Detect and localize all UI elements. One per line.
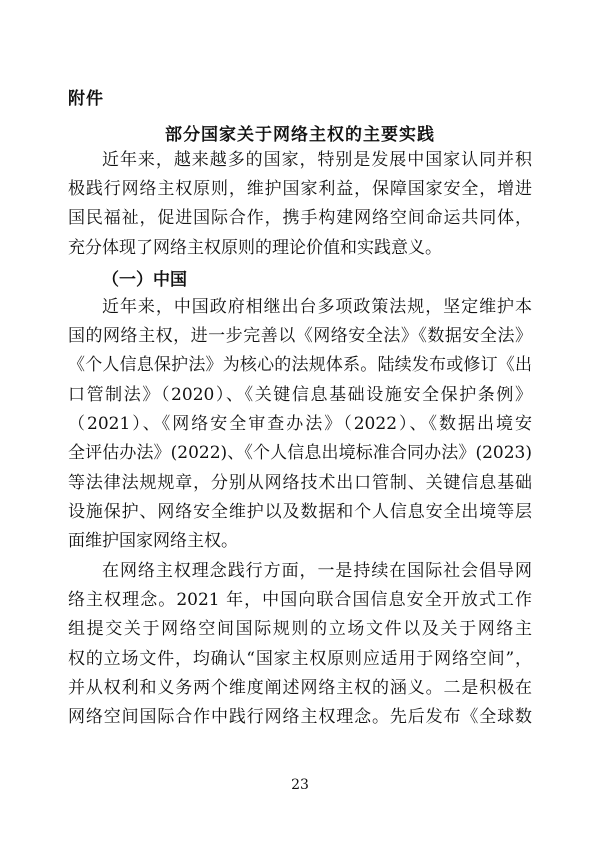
attachment-label: 附件 bbox=[68, 89, 104, 109]
paragraph-line: 在网络主权理念践行方面，一是持续在国际社会倡导网 bbox=[102, 561, 532, 581]
paragraph-line: （2021）、《网络安全审查办法》（2022）、《数据出境安 bbox=[68, 414, 532, 434]
paragraph-line: 并从权利和义务两个维度阐述网络主权的涵义。二是积极在 bbox=[68, 678, 532, 698]
paragraph-line: 设施保护、网络安全维护以及数据和个人信息安全出境等层 bbox=[68, 502, 532, 522]
section-heading: （一）中国 bbox=[102, 270, 187, 290]
page-number: 23 bbox=[291, 777, 309, 793]
paragraph-line: 权的立场文件，均确认“国家主权原则应适用于网络空间”， bbox=[68, 649, 532, 669]
intro-line: 国民福祉，促进国际合作，携手构建网络空间命运共同体， bbox=[68, 208, 532, 228]
paragraph-line: 组提交关于网络空间国际规则的立场文件以及关于网络主 bbox=[68, 619, 532, 639]
paragraph-line: 等法律法规规章，分别从网络技术出口管制、关键信息基础 bbox=[68, 473, 532, 493]
intro-line: 近年来，越来越多的国家，特别是发展中国家认同并积 bbox=[102, 150, 532, 170]
paragraph-line: 网络空间国际合作中践行网络主权理念。先后发布《全球数 bbox=[68, 707, 532, 727]
paragraph-line: 近年来，中国政府相继出台多项政策法规，坚定维护本 bbox=[102, 297, 532, 317]
paragraph-line: 络主权理念。2021 年，中国向联合国信息安全开放式工作 bbox=[68, 590, 532, 610]
paragraph-line: 全评估办法》(2022)、《个人信息出境标准合同办法》(2023) bbox=[68, 443, 532, 463]
intro-line: 极践行网络主权原则，维护国家利益，保障国家安全，增进 bbox=[68, 179, 532, 199]
paragraph-line: 面维护国家网络主权。 bbox=[68, 531, 238, 551]
paragraph-line: 国的网络主权，进一步完善以《网络安全法》《数据安全法》 bbox=[68, 326, 532, 346]
document-title: 部分国家关于网络主权的主要实践 bbox=[165, 125, 435, 145]
paragraph-line: 《个人信息保护法》为核心的法规体系。陆续发布或修订《出 bbox=[68, 355, 532, 375]
intro-line: 充分体现了网络主权原则的理论价值和实践意义。 bbox=[68, 238, 442, 258]
paragraph-line: 口管制法》（2020）、《关键信息基础设施安全保护条例》 bbox=[68, 385, 532, 405]
